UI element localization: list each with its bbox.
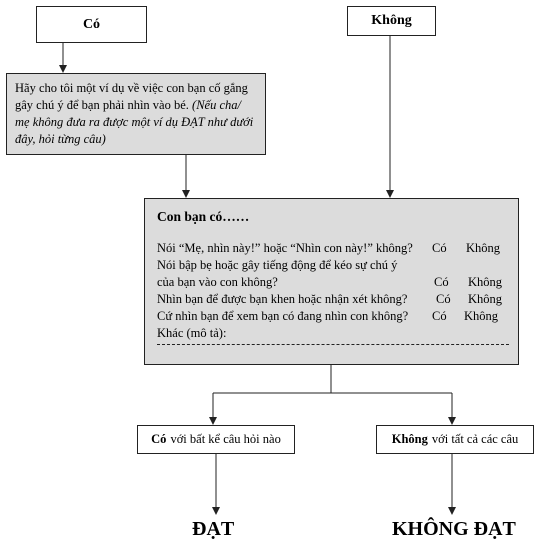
any-yes-box: [137, 425, 295, 454]
ask-italic-text: (Nếu cha/ mẹ không đưa ra được một ví dụ ĐẠT như dưới đây, hỏi từng câu): [15, 98, 254, 146]
no-top-box: [347, 6, 436, 36]
result-pass: ĐẠT: [192, 518, 235, 540]
yes-top-box: [36, 6, 147, 43]
q3-yes: Có: [436, 292, 451, 306]
ask-plain-text: Hãy cho tôi một ví dụ về việc con bạn cố gắng gây chú ý để bạn phải nhìn vào bé.: [15, 81, 248, 112]
yes-top-label: Có: [82, 16, 101, 32]
child-questions-box: [144, 198, 519, 365]
q2-no: Không: [468, 275, 503, 289]
all-no-box: [376, 425, 534, 454]
q3-no: Không: [468, 292, 503, 306]
question-5-other: Khác (mô tả):: [157, 326, 227, 340]
question-2-line-1: Nói bập bẹ hoặc gây tiếng động để kéo sự chú ý: [157, 258, 398, 272]
all-no-rest: với tất cả các câu: [431, 432, 519, 446]
question-3: Nhìn bạn để được bạn khen hoặc nhận xét không?: [157, 292, 408, 306]
q2-yes: Có: [434, 275, 449, 289]
ask-example-box: [6, 73, 266, 155]
describe-dashed-line: [157, 344, 509, 345]
any-yes-bold: Có: [151, 432, 167, 446]
child-questions-title: Con bạn có……: [157, 209, 250, 224]
question-2-line-2: của bạn vào con không?: [157, 275, 278, 289]
question-4: Cứ nhìn bạn để xem bạn có đang nhìn con không?: [157, 309, 409, 323]
q1-yes: Có: [432, 241, 447, 255]
q1-no: Không: [466, 241, 501, 255]
q4-no: Không: [464, 309, 499, 323]
no-top-label: Không: [371, 13, 412, 28]
question-1: Nói “Mẹ, nhìn này!” hoặc “Nhìn con này!” không?: [157, 241, 413, 255]
all-no-bold: Không: [391, 432, 428, 446]
q4-yes: Có: [432, 309, 447, 323]
any-yes-rest: với bất kể câu hỏi nào: [170, 432, 281, 446]
result-fail: KHÔNG ĐẠT: [392, 518, 516, 540]
